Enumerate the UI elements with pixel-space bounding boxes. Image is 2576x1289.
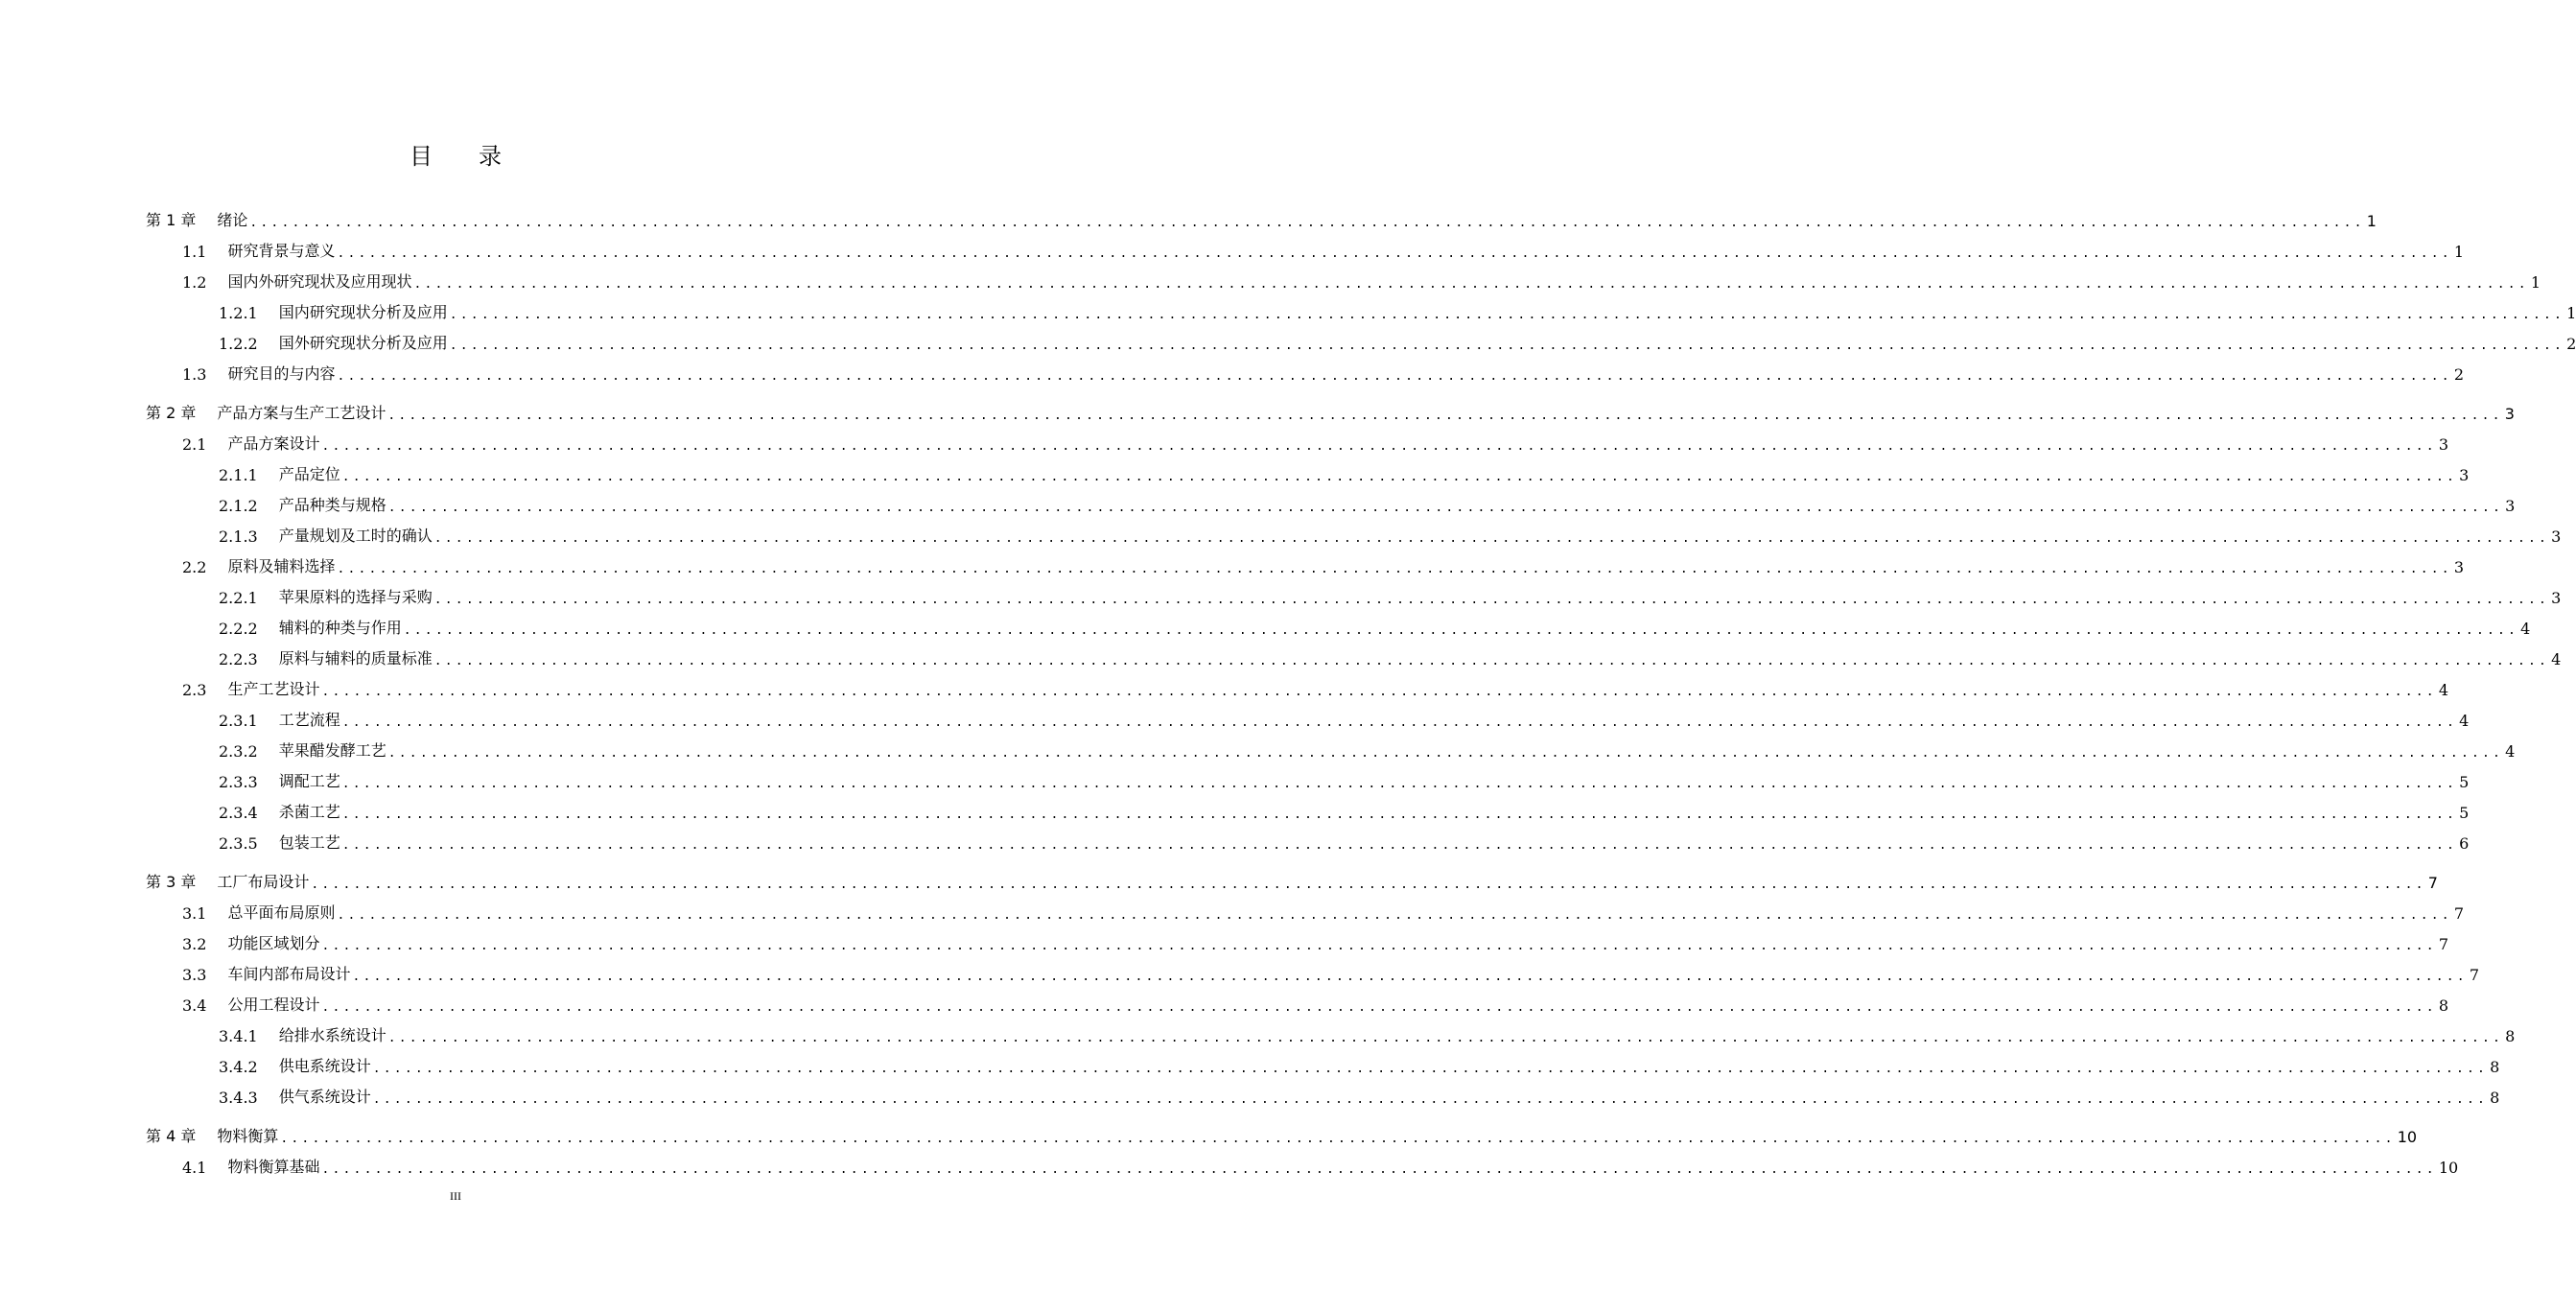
toc-entry-section[interactable] — [182, 900, 2464, 923]
toc-entry-title: 国内研究现状分析及应用 — [278, 303, 448, 321]
dot-leader: ........................................................................................................................................................................................................ — [403, 623, 2519, 638]
toc-entry-number: 第 4 章 — [146, 1127, 197, 1145]
toc-entry-subsection[interactable] — [219, 461, 2470, 484]
dot-leader: ........................................................................................................................................................................................................ — [321, 939, 2437, 953]
toc-entry-number: 2.2.2 — [219, 620, 258, 638]
toc-entry-page: 1 — [2566, 304, 2576, 322]
toc-entry-number: 1.1 — [182, 243, 207, 261]
toc-entry-title: 工艺流程 — [278, 711, 340, 729]
toc-entry-title: 总平面布局原则 — [227, 903, 336, 922]
toc-entry-number: 2.3.5 — [219, 834, 258, 853]
toc-entry-title: 原料及辅料选择 — [227, 557, 336, 575]
toc-entry-chapter[interactable] — [146, 400, 2515, 423]
toc-entry-title: 调配工艺 — [278, 772, 340, 790]
toc-entry-title: 物料衡算基础 — [227, 1158, 320, 1176]
dot-leader: ........................................................................................................................................................................................................ — [449, 308, 2565, 322]
dot-leader: ........................................................................................................................................................................................................ — [321, 439, 2437, 454]
toc-entry-title: 苹果醋发酵工艺 — [278, 741, 386, 760]
dot-leader: ........................................................................................................................................................................................................ — [413, 277, 2529, 292]
toc-entry-title: 绪论 — [217, 211, 248, 229]
toc-entry-subsection[interactable] — [219, 1022, 2516, 1045]
dot-leader: ........................................................................................................................................................................................................ — [337, 369, 2452, 384]
toc-entry-section[interactable] — [182, 553, 2464, 576]
dot-leader: ........................................................................................................................................................................................................ — [337, 246, 2452, 261]
dot-leader: ........................................................................................................................................................................................................ — [321, 685, 2437, 699]
toc-entry-page: 1 — [2366, 212, 2377, 230]
toc-entry-title: 国内外研究现状及应用现状 — [227, 272, 412, 291]
toc-entry-page: 7 — [2427, 874, 2438, 892]
toc-entry-page: 10 — [2397, 1128, 2418, 1146]
toc-entry-number: 3.1 — [182, 904, 207, 923]
toc-entry-chapter[interactable] — [146, 207, 2377, 230]
toc-entry-section[interactable] — [182, 431, 2448, 454]
toc-entry-section[interactable] — [182, 1154, 2459, 1177]
toc-entry-number: 3.4.1 — [219, 1027, 258, 1045]
toc-entry-title: 公用工程设计 — [227, 996, 320, 1014]
toc-entry-number: 3.2 — [182, 935, 207, 953]
dot-leader: ........................................................................................................................................................................................................ — [387, 746, 2504, 761]
dot-leader: ........................................................................................................................................................................................................ — [337, 562, 2452, 576]
toc-entry-title: 产品方案设计 — [227, 434, 320, 453]
toc-entry-title: 包装工艺 — [278, 833, 340, 852]
toc-entry-title: 原料与辅料的质量标准 — [278, 649, 433, 668]
dot-leader: ........................................................................................................................................................................................................ — [321, 1162, 2437, 1177]
toc-entry-title: 供气系统设计 — [278, 1088, 371, 1106]
toc-entry-page: 3 — [2551, 589, 2562, 607]
toc-entry-page: 4 — [2520, 620, 2531, 638]
toc-entry-subsection[interactable] — [219, 584, 2562, 607]
toc-entry-page: 2 — [2453, 365, 2464, 384]
toc-entry-page: 10 — [2438, 1159, 2459, 1177]
toc-entry-page: 3 — [2438, 435, 2448, 454]
toc-entry-section[interactable] — [182, 361, 2464, 384]
dot-leader: ........................................................................................................................................................................................................ — [433, 654, 2550, 668]
toc-entry-page: 2 — [2566, 335, 2576, 353]
toc-entry-title: 国外研究现状分析及应用 — [278, 334, 448, 352]
toc-entry-page: 1 — [2453, 243, 2464, 261]
toc-entry-title: 工厂布局设计 — [217, 873, 310, 891]
toc-entry-page: 3 — [2453, 558, 2464, 576]
toc-entry-number: 2.3.3 — [219, 773, 258, 791]
toc-entry-title: 物料衡算 — [217, 1127, 279, 1145]
toc-entry-page: 8 — [2490, 1058, 2500, 1076]
toc-entry-page: 8 — [2490, 1089, 2500, 1107]
toc-entry-page: 8 — [2438, 996, 2448, 1015]
toc-entry-number: 2.1.1 — [219, 466, 258, 484]
toc-entry-page: 3 — [2504, 405, 2515, 423]
toc-entry-subsection[interactable] — [219, 830, 2470, 853]
toc-entry-page: 7 — [2469, 966, 2479, 984]
toc-entry-title: 辅料的种类与作用 — [278, 619, 402, 637]
toc-entry-page: 6 — [2459, 834, 2470, 853]
toc-entry-page: 4 — [2459, 712, 2470, 730]
toc-entry-number: 1.2.2 — [219, 335, 258, 353]
toc-entry-title: 车间内部布局设计 — [227, 965, 351, 983]
toc-entry-number: 1.3 — [182, 365, 207, 384]
dot-leader: ........................................................................................................................................................................................................ — [341, 470, 2458, 484]
toc-entry-number: 2.1 — [182, 435, 207, 454]
dot-leader: ........................................................................................................................................................................................................ — [372, 1092, 2489, 1107]
toc-entry-title: 研究背景与意义 — [227, 242, 336, 260]
toc-entry-title: 给排水系统设计 — [278, 1026, 386, 1044]
dot-leader: ........................................................................................................................................................................................................ — [341, 777, 2458, 791]
toc-entry-title: 产品定位 — [278, 465, 340, 483]
toc-entry-section[interactable] — [182, 676, 2448, 699]
dot-leader: ........................................................................................................................................................................................................ — [341, 808, 2458, 822]
toc-entry-page: 4 — [2438, 681, 2448, 699]
toc-entry-page: 7 — [2438, 935, 2448, 953]
dot-leader: ........................................................................................................................................................................................................ — [311, 878, 2426, 892]
toc-entry-number: 3.3 — [182, 966, 207, 984]
toc-entry-subsection[interactable] — [219, 707, 2470, 730]
dot-leader: ........................................................................................................................................................................................................ — [341, 715, 2458, 730]
toc-entry-number: 2.2.3 — [219, 650, 258, 668]
toc-entry-chapter[interactable] — [146, 1123, 2418, 1146]
toc-entry-number: 1.2 — [182, 273, 207, 292]
toc-entry-title: 产品种类与规格 — [278, 496, 386, 514]
toc-entry-number: 第 3 章 — [146, 873, 197, 891]
toc-entry-page: 4 — [2551, 650, 2562, 668]
toc-entry-subsection[interactable] — [219, 1084, 2500, 1107]
toc-entry-subsection[interactable] — [219, 1053, 2500, 1076]
toc-entry-subsection[interactable] — [219, 492, 2516, 515]
toc-entry-page: 4 — [2505, 742, 2516, 761]
dot-leader: ........................................................................................................................................................................................................ — [341, 838, 2458, 853]
toc-entry-subsection[interactable] — [219, 299, 2576, 322]
toc-entry-number: 2.1.2 — [219, 497, 258, 515]
toc-entry-page: 3 — [2551, 527, 2562, 546]
toc-entry-section[interactable] — [182, 992, 2448, 1015]
toc-entry-subsection[interactable] — [219, 523, 2562, 546]
toc-entry-number: 3.4.2 — [219, 1058, 258, 1076]
toc-entry-subsection[interactable] — [219, 768, 2470, 791]
toc-entry-number: 4.1 — [182, 1159, 207, 1177]
dot-leader: ........................................................................................................................................................................................................ — [387, 1031, 2504, 1045]
toc-entry-title: 研究目的与内容 — [227, 364, 336, 383]
toc-entry-page: 7 — [2453, 904, 2464, 923]
toc-entry-subsection[interactable] — [219, 615, 2531, 638]
toc-entry-title: 杀菌工艺 — [278, 803, 340, 821]
dot-leader: ........................................................................................................................................................................................................ — [433, 531, 2550, 546]
toc-entry-section[interactable] — [182, 930, 2448, 953]
toc-entry-section[interactable] — [182, 961, 2479, 984]
toc-entry-page: 5 — [2459, 804, 2470, 822]
toc-entry-number: 第 1 章 — [146, 211, 197, 229]
toc-entry-section[interactable] — [182, 269, 2541, 292]
toc-entry-title: 产量规划及工时的确认 — [278, 527, 433, 545]
dot-leader: ........................................................................................................................................................................................................ — [280, 1132, 2396, 1146]
toc-entry-page: 5 — [2459, 773, 2470, 791]
toc-entry-number: 2.3.2 — [219, 742, 258, 761]
toc-entry-number: 3.4.3 — [219, 1089, 258, 1107]
dot-leader: ........................................................................................................................................................................................................ — [337, 908, 2452, 923]
toc-entry-title: 供电系统设计 — [278, 1057, 371, 1075]
dot-leader: ........................................................................................................................................................................................................ — [387, 409, 2503, 423]
dot-leader: ........................................................................................................................................................................................................ — [321, 1000, 2437, 1015]
toc-entry-number: 2.3 — [182, 681, 207, 699]
dot-leader: ........................................................................................................................................................................................................ — [433, 593, 2550, 607]
dot-leader: ........................................................................................................................................................................................................ — [352, 970, 2468, 984]
toc-entry-subsection[interactable] — [219, 799, 2470, 822]
toc-entry-title: 生产工艺设计 — [227, 680, 320, 698]
toc-entry-title: 苹果原料的选择与采购 — [278, 588, 433, 606]
toc-entry-title: 产品方案与生产工艺设计 — [217, 404, 386, 422]
toc-entry-chapter[interactable] — [146, 869, 2438, 892]
dot-leader: ........................................................................................................................................................................................................ — [387, 501, 2504, 515]
page-title: 目录 — [410, 143, 548, 170]
toc-entry-page: 8 — [2505, 1027, 2516, 1045]
toc-entry-number: 2.2.1 — [219, 589, 258, 607]
toc-entry-number: 2.3.1 — [219, 712, 258, 730]
toc-entry-section[interactable] — [182, 238, 2464, 261]
toc-entry-number: 第 2 章 — [146, 404, 197, 422]
dot-leader: ........................................................................................................................................................................................................ — [449, 339, 2565, 353]
toc-entry-subsection[interactable] — [219, 738, 2516, 761]
toc-entry-number: 2.1.3 — [219, 527, 258, 546]
toc-entry-title: 功能区域划分 — [227, 934, 320, 952]
toc-entry-page: 3 — [2505, 497, 2516, 515]
toc-entry-subsection[interactable] — [219, 645, 2562, 668]
toc-entry-page: 3 — [2459, 466, 2470, 484]
toc-entry-number: 2.3.4 — [219, 804, 258, 822]
toc-entry-subsection[interactable] — [219, 330, 2576, 353]
toc-entry-number: 3.4 — [182, 996, 207, 1015]
toc-entry-number: 1.2.1 — [219, 304, 258, 322]
toc-entry-number: 2.2 — [182, 558, 207, 576]
toc-entry-page: 1 — [2530, 273, 2541, 292]
page-number: III — [450, 1189, 461, 1203]
dot-leader: ........................................................................................................................................................................................................ — [249, 216, 2365, 230]
dot-leader: ........................................................................................................................................................................................................ — [372, 1062, 2489, 1076]
